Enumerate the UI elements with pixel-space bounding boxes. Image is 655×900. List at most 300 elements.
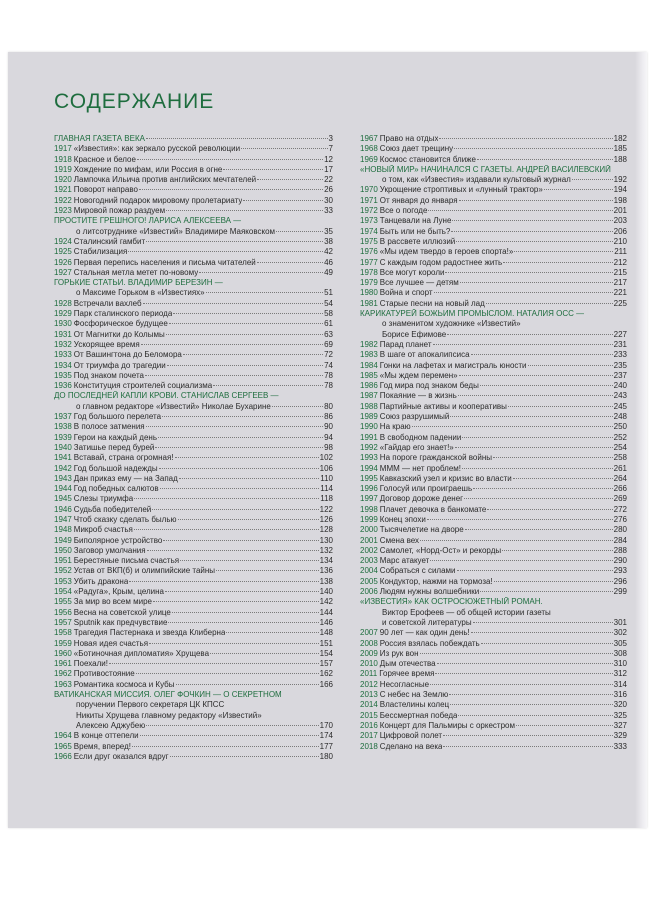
toc-entry-year: 2014 bbox=[360, 700, 378, 710]
toc-entry-label: «НОВЫЙ МИР» НАЧИНАЛСЯ С ГАЗЕТЫ. АНДРЕЙ ВАСИЛЕВСКИЙ bbox=[360, 164, 611, 174]
toc-entry bbox=[360, 700, 627, 710]
toc-leader-dots bbox=[128, 251, 323, 252]
toc-entry bbox=[360, 525, 627, 535]
toc-entry-year: 1924 bbox=[54, 236, 72, 246]
toc-leader-dots bbox=[462, 468, 613, 469]
page-title: СОДЕРЖАНИЕ bbox=[54, 90, 215, 113]
toc-leader-dots bbox=[439, 138, 612, 139]
toc-page-number: 177 bbox=[319, 741, 333, 751]
toc-entry-year: 1999 bbox=[360, 514, 378, 524]
toc-page-number: 51 bbox=[324, 288, 333, 298]
toc-entry bbox=[360, 258, 627, 268]
toc-entry-label: 1956 Весна на советской улице bbox=[54, 607, 171, 617]
toc-entry bbox=[360, 155, 627, 165]
toc-entry bbox=[360, 340, 627, 350]
toc-entry-label: ГЛАВНАЯ ГАЗЕТА ВЕКА bbox=[54, 134, 145, 143]
toc-leader-dots bbox=[455, 447, 613, 448]
toc-page-number: 250 bbox=[613, 422, 627, 432]
toc-leader-dots bbox=[149, 643, 319, 644]
toc-entry bbox=[54, 443, 333, 453]
toc-entry-year: 1969 bbox=[360, 154, 378, 164]
toc-leader-dots bbox=[471, 632, 613, 633]
toc-leader-dots bbox=[257, 262, 323, 263]
toc-leader-dots bbox=[146, 426, 323, 427]
toc-entry bbox=[360, 371, 627, 381]
toc-entry-year: 1956 bbox=[54, 607, 72, 617]
toc-entry-label: 1992 «Гайдар его знает!» bbox=[360, 442, 454, 452]
toc-section-heading bbox=[54, 391, 333, 401]
toc-entry bbox=[360, 402, 627, 412]
toc-entry-label: 1947 Чтоб сказку сделать былью bbox=[54, 514, 177, 524]
toc-entry-year: 1974 bbox=[360, 226, 378, 236]
toc-entry-label: поручении Первого секретаря ЦК КПСС bbox=[76, 700, 225, 710]
toc-entry-year: 2008 bbox=[360, 638, 378, 648]
toc-page-number: 58 bbox=[324, 309, 333, 319]
toc-page-number: 302 bbox=[613, 628, 627, 638]
toc-entry bbox=[54, 597, 333, 607]
toc-leader-dots bbox=[458, 715, 612, 716]
toc-entry-year: 1931 bbox=[54, 329, 72, 339]
toc-entry-label: 1995 Кавказский узел и кризис во власти bbox=[360, 473, 512, 483]
toc-page-number: 185 bbox=[613, 144, 627, 154]
toc-entry-label: 1980 Война и спорт bbox=[360, 288, 433, 298]
toc-entry bbox=[54, 525, 333, 535]
toc-entry-year: 1919 bbox=[54, 164, 72, 174]
toc-entry-label: о литсотруднике «Известий» Владимире Маяковском bbox=[76, 226, 276, 236]
toc-leader-dots bbox=[430, 560, 612, 561]
toc-page-number: 78 bbox=[324, 381, 333, 391]
toc-page-number: 182 bbox=[613, 134, 627, 143]
toc-entry bbox=[54, 453, 333, 463]
toc-leader-dots bbox=[276, 231, 323, 232]
toc-entry-label: 1927 Стальная метла метет по-новому bbox=[54, 267, 199, 277]
toc-entry-year: 1981 bbox=[360, 298, 378, 308]
toc-leader-dots bbox=[158, 437, 323, 438]
toc-entry bbox=[360, 536, 627, 546]
toc-entry-year: 2000 bbox=[360, 525, 378, 535]
toc-leader-dots bbox=[477, 159, 613, 160]
toc-entry-year: 1983 bbox=[360, 350, 378, 360]
toc-page-number: 174 bbox=[319, 731, 333, 741]
toc-entry-label: 1949 Биполярное устройство bbox=[54, 535, 163, 545]
toc-entry-label: 2011 Горячее время bbox=[360, 669, 435, 679]
toc-entry-label: 1939 Герои на каждый день bbox=[54, 432, 158, 442]
toc-page-number: 136 bbox=[319, 566, 333, 576]
toc-page-number: 243 bbox=[613, 391, 627, 401]
toc-entry bbox=[360, 268, 627, 278]
toc-entry-label: КАРИКАТУРЕЙ БОЖЬИМ ПРОМЫСЛОМ. НАТАЛИЯ ОСС — bbox=[360, 309, 585, 319]
toc-page-number: 227 bbox=[613, 329, 627, 339]
toc-entry-year: 1961 bbox=[54, 659, 72, 669]
toc-leader-dots bbox=[427, 519, 613, 520]
toc-entry-label: 1965 Время, вперед! bbox=[54, 741, 131, 751]
toc-entry-label: 2004 Собраться с силами bbox=[360, 566, 456, 576]
toc-page-number: 248 bbox=[613, 412, 627, 422]
toc-entry bbox=[54, 196, 333, 206]
toc-page-number: 114 bbox=[320, 484, 333, 494]
toc-page-number: 201 bbox=[613, 206, 627, 216]
toc-leader-dots bbox=[223, 169, 323, 170]
toc-page-number: 233 bbox=[613, 350, 627, 360]
toc-section-heading bbox=[54, 278, 333, 288]
toc-leader-dots bbox=[452, 220, 612, 221]
toc-entry-year: 1959 bbox=[54, 638, 72, 648]
toc-page-number: 78 bbox=[324, 370, 333, 380]
toc-entry-label: 1950 Заговор умолчания bbox=[54, 545, 146, 555]
toc-entry-year: 1980 bbox=[360, 288, 378, 298]
toc-entry-label: 1994 МММ — нет проблем! bbox=[360, 463, 462, 473]
toc-entry-label: 1969 Космос становится ближе bbox=[360, 154, 476, 164]
toc-entry-year: 1943 bbox=[54, 473, 72, 483]
toc-entry bbox=[54, 536, 333, 546]
toc-entry-label: 1991 В свободном падении bbox=[360, 432, 462, 442]
toc-entry-label: 1971 От января до января bbox=[360, 195, 458, 205]
toc-leader-dots bbox=[480, 591, 612, 592]
toc-section-heading bbox=[360, 309, 627, 319]
toc-entry-label: ДО ПОСЛЕДНЕЙ КАПЛИ КРОВИ. СТАНИСЛАВ СЕРГЕЕВ — bbox=[54, 391, 279, 401]
toc-leader-dots bbox=[503, 262, 613, 263]
toc-entry bbox=[54, 464, 333, 474]
toc-page-number: 296 bbox=[613, 576, 627, 586]
toc-entry-year: 2011 bbox=[360, 669, 378, 679]
toc-entry-label: 1979 Все лучшее — детям bbox=[360, 278, 459, 288]
toc-entry-year: 1936 bbox=[54, 381, 72, 391]
toc-entry bbox=[360, 608, 627, 618]
toc-page-number: 74 bbox=[324, 360, 333, 370]
toc-entry bbox=[54, 247, 333, 257]
toc-entry-year: 1930 bbox=[54, 319, 72, 329]
toc-entry-label: 1968 Союз дает трещину bbox=[360, 144, 454, 154]
toc-entry-year: 1994 bbox=[360, 463, 378, 473]
toc-entry-year: 1946 bbox=[54, 504, 72, 514]
toc-entry bbox=[360, 505, 627, 515]
toc-entry-label: 1919 Хождение по мифам, или Россия в огне bbox=[54, 164, 223, 174]
toc-entry bbox=[54, 185, 333, 195]
toc-entry bbox=[54, 752, 333, 762]
toc-entry-label: 2008 Россия взялась побеждать bbox=[360, 638, 480, 648]
toc-leader-dots bbox=[166, 334, 323, 335]
toc-page-number: 106 bbox=[319, 463, 333, 473]
toc-page-number: 284 bbox=[613, 535, 627, 545]
toc-entry-label: 1989 Союз разрушимый bbox=[360, 412, 450, 422]
toc-entry bbox=[360, 412, 627, 422]
toc-leader-dots bbox=[437, 663, 613, 664]
toc-entry-label: 1990 На краю bbox=[360, 422, 411, 432]
toc-leader-dots bbox=[199, 272, 323, 273]
toc-entry bbox=[360, 361, 627, 371]
toc-leader-dots bbox=[145, 375, 323, 376]
toc-entry-label: 2018 Сделано на века bbox=[360, 741, 443, 751]
toc-leader-dots bbox=[134, 498, 319, 499]
toc-page-number: 333 bbox=[613, 741, 627, 751]
toc-leader-dots bbox=[460, 282, 613, 283]
toc-page-number: 290 bbox=[613, 556, 627, 566]
toc-entry-label: 1978 Все могут короли bbox=[360, 267, 445, 277]
toc-entry bbox=[360, 237, 627, 247]
toc-leader-dots bbox=[183, 354, 323, 355]
toc-leader-dots bbox=[428, 210, 612, 211]
toc-entry-label: 1993 На пороге гражданской войны bbox=[360, 453, 493, 463]
toc-leader-dots bbox=[172, 612, 319, 613]
toc-page-number: 54 bbox=[324, 298, 333, 308]
toc-entry-label: 1917 «Известия»: как зеркало русской революции bbox=[54, 144, 241, 154]
toc-entry bbox=[54, 659, 333, 669]
toc-entry bbox=[360, 556, 627, 566]
toc-page-number: 288 bbox=[613, 545, 627, 555]
toc-leader-dots bbox=[169, 323, 323, 324]
toc-entry bbox=[54, 237, 333, 247]
toc-entry-year: 2017 bbox=[360, 731, 378, 741]
toc-page-number: 254 bbox=[613, 442, 627, 452]
toc-entry bbox=[360, 669, 627, 679]
toc-entry-label: 1930 Фосфорическое будущее bbox=[54, 319, 168, 329]
toc-entry-year: 1985 bbox=[360, 370, 378, 380]
toc-entry-year: 1923 bbox=[54, 206, 72, 216]
toc-page-number: 194 bbox=[613, 185, 627, 195]
toc-page-number: 308 bbox=[613, 648, 627, 658]
toc-leader-dots bbox=[175, 457, 319, 458]
toc-entry-year: 1978 bbox=[360, 267, 378, 277]
toc-entry-year: 1947 bbox=[54, 514, 72, 524]
toc-leader-dots bbox=[430, 684, 613, 685]
toc-leader-dots bbox=[146, 138, 328, 139]
toc-page-number: 252 bbox=[613, 432, 627, 442]
toc-entry bbox=[360, 350, 627, 360]
toc-entry bbox=[54, 721, 333, 731]
toc-page-number: 142 bbox=[319, 597, 333, 607]
toc-entry-year: 1950 bbox=[54, 545, 72, 555]
toc-page-number: 237 bbox=[613, 370, 627, 380]
toc-entry-label: 1928 Встречали вахлеб bbox=[54, 298, 142, 308]
toc-page-number: 215 bbox=[613, 267, 627, 277]
toc-entry bbox=[360, 288, 627, 298]
toc-entry-year: 2010 bbox=[360, 659, 378, 669]
toc-entry-year: 1977 bbox=[360, 257, 378, 267]
toc-page-number: 118 bbox=[320, 494, 333, 504]
toc-entry bbox=[360, 464, 627, 474]
toc-entry bbox=[54, 330, 333, 340]
toc-entry bbox=[54, 422, 333, 432]
toc-page-number: 192 bbox=[613, 175, 627, 185]
toc-page-number: 154 bbox=[319, 648, 333, 658]
toc-entry-label: 2013 С небес на Землю bbox=[360, 690, 449, 700]
toc-leader-dots bbox=[443, 735, 613, 736]
toc-page-number: 46 bbox=[324, 257, 333, 267]
toc-page-number: 170 bbox=[319, 720, 333, 730]
toc-entry-label: 1986 Год мира под знаком беды bbox=[360, 381, 479, 391]
toc-entry-year: 1921 bbox=[54, 185, 72, 195]
toc-page-number: 280 bbox=[613, 525, 627, 535]
toc-entry bbox=[54, 639, 333, 649]
toc-leader-dots bbox=[168, 622, 318, 623]
toc-entry-year: 1964 bbox=[54, 731, 72, 741]
toc-entry-label: 1963 Романтика космоса и Кубы bbox=[54, 679, 175, 689]
toc-entry bbox=[360, 742, 627, 752]
toc-page-number: 327 bbox=[613, 720, 627, 730]
toc-entry-label: 1932 Ускорящее время bbox=[54, 339, 140, 349]
toc-page-number: 61 bbox=[324, 319, 333, 329]
toc-entry-year: 1935 bbox=[54, 370, 72, 380]
toc-entry-label: 2015 Бессмертная победа bbox=[360, 710, 458, 720]
toc-entry-year: 1949 bbox=[54, 535, 72, 545]
toc-entry-year: 1989 bbox=[360, 412, 378, 422]
toc-page-number: 42 bbox=[324, 247, 333, 257]
toc-page-number: 299 bbox=[613, 587, 627, 597]
toc-entry bbox=[54, 340, 333, 350]
toc-entry-year: 2005 bbox=[360, 576, 378, 586]
toc-page-number: 17 bbox=[324, 164, 333, 174]
page-spine-shadow bbox=[635, 52, 647, 828]
toc-entry-label: 1977 С каждым годом радостнее жить bbox=[360, 257, 503, 267]
toc-leader-dots bbox=[213, 385, 323, 386]
toc-entry bbox=[360, 134, 627, 144]
toc-entry-year: 1925 bbox=[54, 247, 72, 257]
toc-entry-label: Никиты Хрущева главному редактору «Известий» bbox=[76, 710, 262, 720]
toc-entry-year: 1918 bbox=[54, 154, 72, 164]
toc-entry bbox=[54, 144, 333, 154]
toc-page-number: 132 bbox=[319, 545, 333, 555]
toc-page-number: 151 bbox=[319, 638, 333, 648]
toc-entry bbox=[54, 350, 333, 360]
toc-leader-dots bbox=[486, 303, 613, 304]
toc-entry-year: 1939 bbox=[54, 432, 72, 442]
toc-page-number: 162 bbox=[319, 669, 333, 679]
toc-entry-year: 2012 bbox=[360, 679, 378, 689]
toc-entry-year: 1986 bbox=[360, 381, 378, 391]
toc-leader-dots bbox=[480, 385, 613, 386]
toc-entry-label: 1988 Партийные активы и кооперативы bbox=[360, 401, 507, 411]
toc-page-number: 126 bbox=[319, 514, 333, 524]
toc-entry bbox=[360, 443, 627, 453]
toc-entry bbox=[54, 608, 333, 618]
toc-entry-label: 1946 Судьба победителей bbox=[54, 504, 152, 514]
toc-page-number: 310 bbox=[613, 659, 627, 669]
toc-page-number: 210 bbox=[613, 236, 627, 246]
toc-entry-year: 1973 bbox=[360, 216, 378, 226]
toc-entry-year: 2007 bbox=[360, 628, 378, 638]
toc-entry-label: 1952 Устав от ВКП(б) и олимпийские тайны bbox=[54, 566, 216, 576]
toc-entry-year: 1987 bbox=[360, 391, 378, 401]
toc-leader-dots bbox=[165, 591, 319, 592]
toc-entry-label: 1951 Берестяные письма счастья bbox=[54, 556, 180, 566]
toc-entry bbox=[360, 216, 627, 226]
toc-leader-dots bbox=[458, 395, 613, 396]
toc-page-number: 261 bbox=[613, 463, 627, 473]
toc-section-heading bbox=[360, 597, 627, 607]
toc-entry-year: 1988 bbox=[360, 401, 378, 411]
toc-leader-dots bbox=[243, 200, 323, 201]
toc-leader-dots bbox=[412, 426, 613, 427]
toc-leader-dots bbox=[420, 653, 613, 654]
toc-leader-dots bbox=[459, 200, 613, 201]
toc-entry bbox=[54, 155, 333, 165]
toc-leader-dots bbox=[433, 344, 613, 345]
toc-leader-dots bbox=[134, 529, 319, 530]
toc-entry-label: 1999 Конец эпохи bbox=[360, 514, 426, 524]
toc-page-number: 128 bbox=[319, 525, 333, 535]
toc-entry-year: 1941 bbox=[54, 453, 72, 463]
toc-page-number: 198 bbox=[613, 195, 627, 205]
toc-entry bbox=[360, 484, 627, 494]
toc-entry bbox=[360, 618, 627, 628]
toc-entry-label: 1945 Слезы триумфа bbox=[54, 494, 134, 504]
toc-entry-label: 1958 Трагедия Пастернака и звезда Клиберна bbox=[54, 628, 226, 638]
toc-entry bbox=[54, 175, 333, 185]
toc-entry-label: 2005 Кондуктор, нажми на тормоза! bbox=[360, 576, 493, 586]
toc-leader-dots bbox=[257, 179, 323, 180]
toc-entry bbox=[360, 659, 627, 669]
toc-page-number: 90 bbox=[324, 422, 333, 432]
toc-page-number: 38 bbox=[324, 236, 333, 246]
toc-entry-label: 1940 Затишье перед бурей bbox=[54, 442, 155, 452]
toc-page-number: 144 bbox=[319, 607, 333, 617]
toc-entry bbox=[360, 330, 627, 340]
toc-entry-label: 1933 От Вашингтона до Беломора bbox=[54, 350, 182, 360]
toc-entry-label: о Максиме Горьком в «Известиях» bbox=[76, 288, 205, 298]
toc-entry bbox=[54, 474, 333, 484]
toc-entry-year: 2003 bbox=[360, 556, 378, 566]
toc-entry-year: 2004 bbox=[360, 566, 378, 576]
toc-entry-year: 1952 bbox=[54, 566, 72, 576]
toc-leader-dots bbox=[434, 292, 613, 293]
toc-entry bbox=[360, 227, 627, 237]
toc-entry-year: 2016 bbox=[360, 720, 378, 730]
toc-entry-label: 2000 Тысячелетие на дворе bbox=[360, 525, 464, 535]
toc-entry bbox=[54, 381, 333, 391]
toc-entry-label: 1987 Покаяние — в жизнь bbox=[360, 391, 457, 401]
toc-entry bbox=[54, 628, 333, 638]
toc-entry-year: 1926 bbox=[54, 257, 72, 267]
toc-entry-label: ВАТИКАНСКАЯ МИССИЯ. ОЛЕГ ФОЧКИН — О СЕКРЕТНОМ bbox=[54, 690, 282, 700]
toc-entry-label: 1936 Конституция строителей социализма bbox=[54, 381, 213, 391]
toc-entry bbox=[360, 422, 627, 432]
toc-page-number: 166 bbox=[319, 679, 333, 689]
toc-entry-label: 2009 Из рук вон bbox=[360, 648, 419, 658]
toc-page-number: 269 bbox=[613, 494, 627, 504]
toc-entry-label: 1943 Дан приказ ему — на Запад bbox=[54, 473, 178, 483]
toc-entry bbox=[360, 680, 627, 690]
toc-entry-year: 1960 bbox=[54, 648, 72, 658]
toc-page-number: 140 bbox=[319, 587, 333, 597]
toc-entry-year: 1995 bbox=[360, 473, 378, 483]
toc-entry-year: 1929 bbox=[54, 309, 72, 319]
toc-leader-dots bbox=[173, 313, 323, 314]
toc-section-heading bbox=[54, 690, 333, 700]
toc-entry-label: о знаменитом художнике «Известий» bbox=[382, 319, 521, 329]
toc-page-number: 325 bbox=[613, 710, 627, 720]
toc-entry-year: 1957 bbox=[54, 617, 72, 627]
toc-entry-year: 1945 bbox=[54, 494, 72, 504]
toc-leader-dots bbox=[129, 581, 318, 582]
toc-leader-dots bbox=[166, 210, 323, 211]
toc-entry-year: 1928 bbox=[54, 298, 72, 308]
toc-entry-label: 1984 Гонки на лафетах и магистраль юности bbox=[360, 360, 527, 370]
toc-entry-label: 1937 Год большого перелета bbox=[54, 412, 162, 422]
toc-leader-dots bbox=[508, 406, 613, 407]
toc-entry-label: 1973 Танцевали на Луне bbox=[360, 216, 452, 226]
toc-leader-dots bbox=[167, 365, 323, 366]
toc-entry bbox=[54, 546, 333, 556]
toc-entry bbox=[360, 247, 627, 257]
toc-entry-label: 1959 Новая идея счастья bbox=[54, 638, 149, 648]
toc-entry-label: 1921 Поворот направо bbox=[54, 185, 138, 195]
toc-page-number: 110 bbox=[320, 473, 333, 483]
toc-entry bbox=[360, 546, 627, 556]
toc-entry bbox=[54, 268, 333, 278]
toc-entry-year: 1958 bbox=[54, 628, 72, 638]
toc-entry-year: 1951 bbox=[54, 556, 72, 566]
toc-entry-year: 1948 bbox=[54, 525, 72, 535]
